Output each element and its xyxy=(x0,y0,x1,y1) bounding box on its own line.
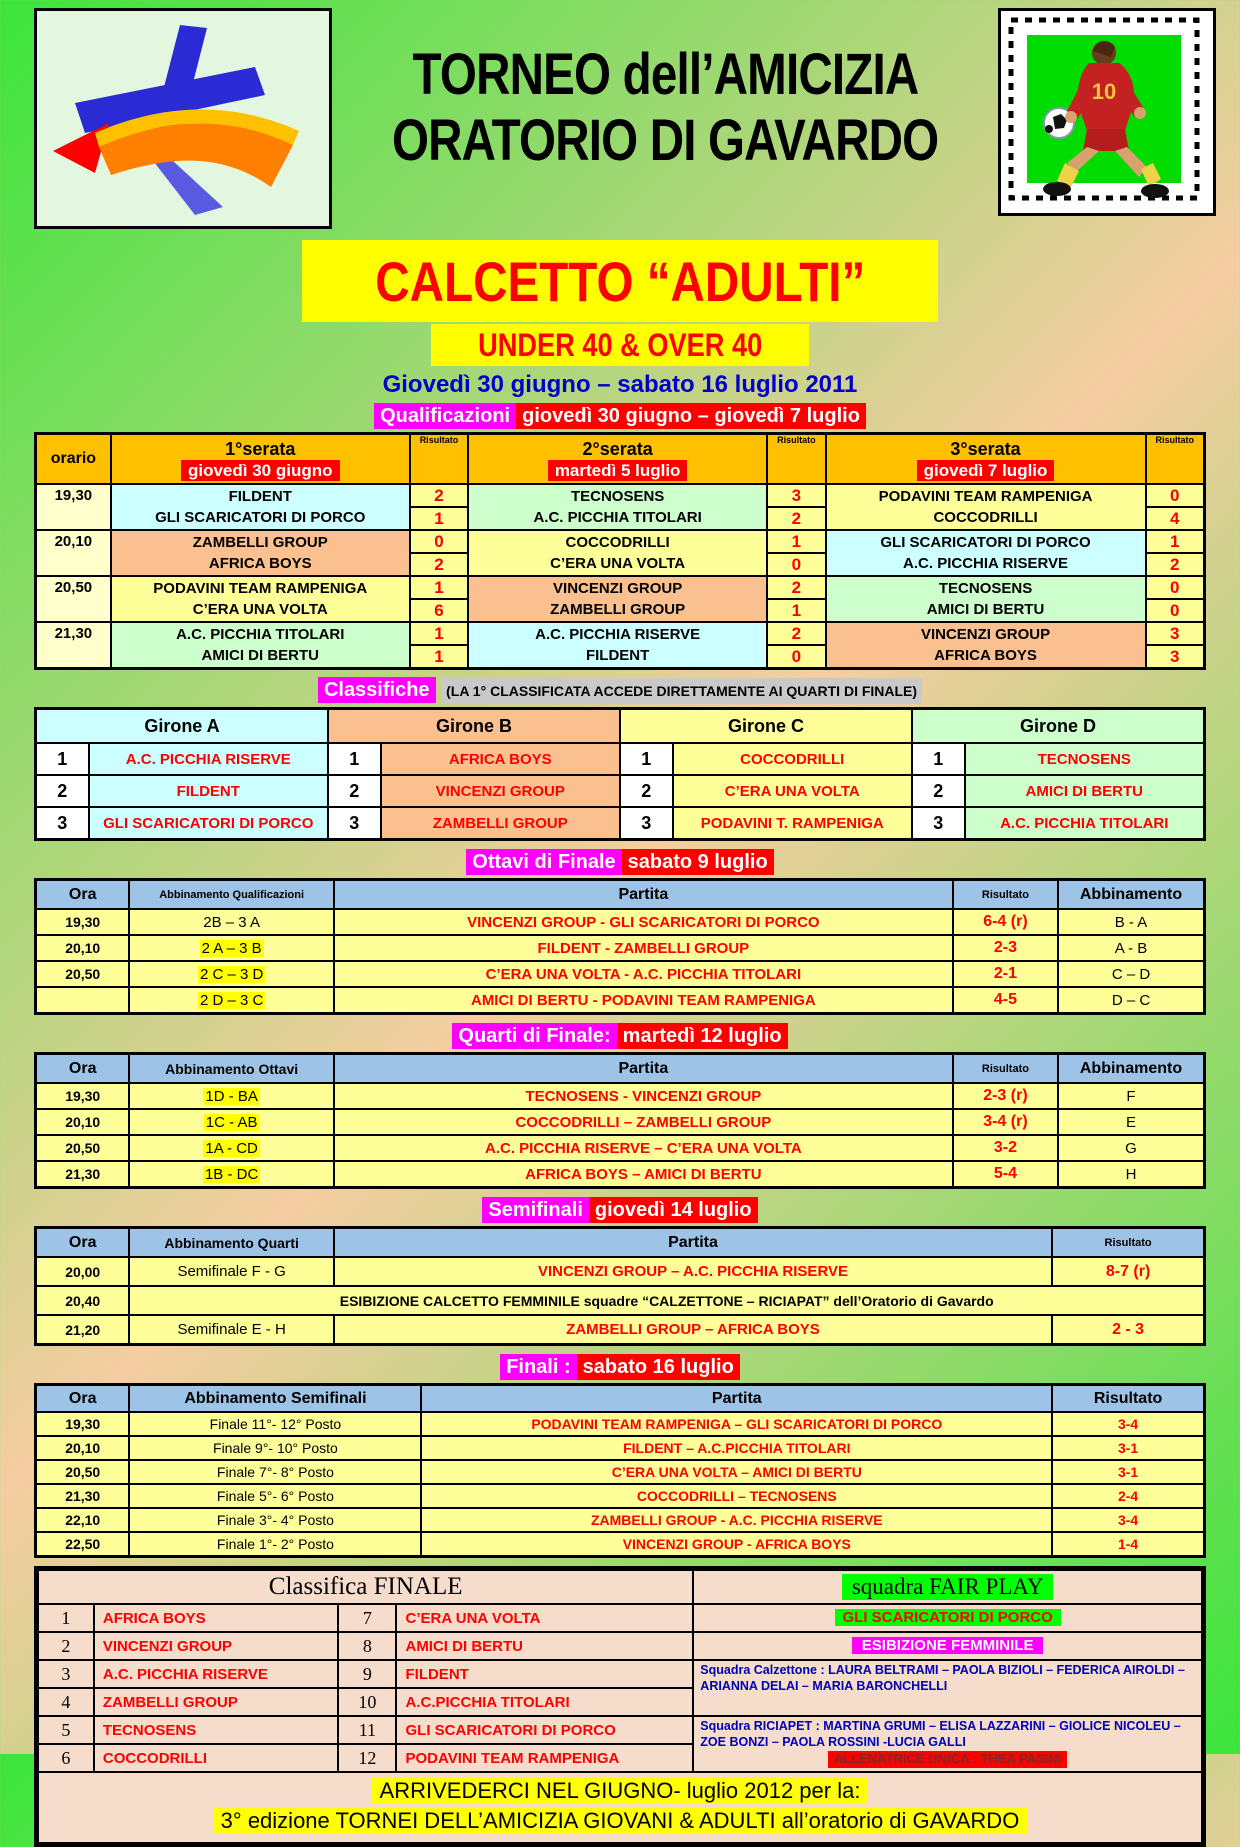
team: ZAMBELLI GROUP xyxy=(381,807,620,839)
match-cell: AMICI DI BERTU - PODAVINI TEAM RAMPENIGA xyxy=(334,987,953,1013)
col-ora: Ora xyxy=(36,1228,129,1257)
result-cell: 4-5 xyxy=(953,987,1058,1013)
footer-line-1: ARRIVEDERCI NEL GIUGNO- luglio 2012 per la: xyxy=(39,1777,1201,1807)
time-cell: 22,10 xyxy=(36,1508,129,1532)
team: A.C.PICCHIA TITOLARI xyxy=(396,1688,693,1716)
pairing-cell: Finale 9°- 10° Posto xyxy=(129,1436,421,1460)
time-cell: 20,00 xyxy=(36,1257,129,1286)
col-partita: Partita xyxy=(334,880,953,909)
rank: 2 xyxy=(328,775,381,807)
result-cell: 3-4 (r) xyxy=(953,1109,1058,1135)
match-teams: FILDENT GLI SCARICATORI DI PORCO xyxy=(111,484,410,530)
team: PODAVINI TEAM RAMPENIGA xyxy=(396,1744,693,1772)
match-cell: COCCODRILLI – TECNOSENS xyxy=(421,1484,1052,1508)
score-cell: 0 xyxy=(1146,484,1204,507)
col-ora: Ora xyxy=(36,1385,129,1412)
match-cell: FILDENT – A.C.PICCHIA TITOLARI xyxy=(421,1436,1052,1460)
team: FILDENT xyxy=(396,1660,693,1688)
team: COCCODRILLI xyxy=(673,743,912,775)
rank: 7 xyxy=(338,1604,396,1632)
qualificazioni-label: Qualificazioni giovedì 30 giugno – giovedì 7 luglio xyxy=(34,403,1206,429)
col-risultato: Risultato xyxy=(1146,434,1204,484)
pairing-cell: Finale 1°- 2° Posto xyxy=(129,1532,421,1556)
col-serata-2: 2°serata martedì 5 luglio xyxy=(468,434,767,484)
rank: 3 xyxy=(36,807,89,839)
result-cell: 2-1 xyxy=(953,961,1058,987)
col-serata-1: 1°serata giovedì 30 giugno xyxy=(111,434,410,484)
classifiche-table xyxy=(34,707,1206,841)
result-cell: 2-3 (r) xyxy=(953,1083,1058,1109)
team: A.C. PICCHIA RISERVE xyxy=(94,1660,338,1688)
match-cell: FILDENT - ZAMBELLI GROUP xyxy=(334,935,953,961)
classifica-finale-box xyxy=(34,1566,1206,1847)
score-cell: 1 xyxy=(410,576,468,599)
riciapet-names: Squadra RICIAPET : MARTINA GRUMI – ELISA LAZZARINI – GIOLICE NICOLEU – ZOE BONZI – PAOLA ROSSINI -LUCIA GALLI xyxy=(700,1719,1181,1749)
quarti-label: Quarti di Finale: martedì 12 luglio xyxy=(34,1023,1206,1049)
pairing-cell: Finale 3°- 4° Posto xyxy=(129,1508,421,1532)
rank: 2 xyxy=(912,775,965,807)
girone-a-header: Girone A xyxy=(36,709,328,743)
tournament-dates: Giovedì 30 giugno – sabato 16 luglio 2011 xyxy=(382,371,858,398)
score-cell: 1 xyxy=(767,599,825,622)
rank: 2 xyxy=(38,1632,94,1660)
score-cell: 1 xyxy=(410,645,468,668)
col-orario: orario xyxy=(36,434,111,484)
col-partita: Partita xyxy=(334,1228,1052,1257)
match-cell: C’ERA UNA VOLTA - A.C. PICCHIA TITOLARI xyxy=(334,961,953,987)
match-cell: A.C. PICCHIA RISERVE – C’ERA UNA VOLTA xyxy=(334,1135,953,1161)
match-cell: VINCENZI GROUP - AFRICA BOYS xyxy=(421,1532,1052,1556)
col-partita: Partita xyxy=(334,1054,953,1083)
match-teams: COCCODRILLI C’ERA UNA VOLTA xyxy=(468,530,767,576)
rank: 4 xyxy=(38,1688,94,1716)
rank: 6 xyxy=(38,1744,94,1772)
match-cell: TECNOSENS - VINCENZI GROUP xyxy=(334,1083,953,1109)
pairing-cell: 2 A – 3 B xyxy=(129,935,333,961)
result-cell: 3-4 xyxy=(1052,1508,1204,1532)
footer xyxy=(38,1772,1202,1843)
time-cell: 20,10 xyxy=(36,935,129,961)
match-cell: AFRICA BOYS – AMICI DI BERTU xyxy=(334,1161,953,1187)
score-cell: 0 xyxy=(1146,576,1204,599)
rank: 1 xyxy=(38,1604,94,1632)
match-teams: A.C. PICCHIA TITOLARI AMICI DI BERTU xyxy=(111,622,410,668)
time-cell: 20,10 xyxy=(36,1436,129,1460)
letters-cell: H xyxy=(1058,1161,1204,1187)
time-cell: 22,50 xyxy=(36,1532,129,1556)
rank: 5 xyxy=(38,1716,94,1744)
match-teams: PODAVINI TEAM RAMPENIGA COCCODRILLI xyxy=(826,484,1146,530)
match-teams: TECNOSENS AMICI DI BERTU xyxy=(826,576,1146,622)
team: FILDENT xyxy=(89,775,328,807)
team: A.C. PICCHIA RISERVE xyxy=(89,743,328,775)
girone-d-header: Girone D xyxy=(912,709,1204,743)
header xyxy=(34,8,1206,236)
team: TECNOSENS xyxy=(965,743,1205,775)
pairing-cell: Finale 11°- 12° Posto xyxy=(129,1412,421,1436)
team: TECNOSENS xyxy=(94,1716,338,1744)
pairing-cell: 1C - AB xyxy=(129,1109,333,1135)
result-cell: 8-7 (r) xyxy=(1052,1257,1204,1286)
result-cell: 1-4 xyxy=(1052,1532,1204,1556)
match-cell: C’ERA UNA VOLTA – AMICI DI BERTU xyxy=(421,1460,1052,1484)
finali-table xyxy=(34,1383,1206,1558)
col-abbinamento: Abbinamento Ottavi xyxy=(129,1054,333,1083)
team: AFRICA BOYS xyxy=(94,1604,338,1632)
match-teams: GLI SCARICATORI DI PORCO A.C. PICCHIA RISERVE xyxy=(826,530,1146,576)
match-teams: TECNOSENS A.C. PICCHIA TITOLARI xyxy=(468,484,767,530)
col-risultato: Risultato xyxy=(410,434,468,484)
letters-cell: F xyxy=(1058,1083,1204,1109)
match-cell: VINCENZI GROUP – A.C. PICCHIA RISERVE xyxy=(334,1257,1052,1286)
score-cell: 3 xyxy=(1146,622,1204,645)
team: PODAVINI T. RAMPENIGA xyxy=(673,807,912,839)
match-cell: PODAVINI TEAM RAMPENIGA – GLI SCARICATORI DI PORCO xyxy=(421,1412,1052,1436)
rank: 11 xyxy=(338,1716,396,1744)
col-abbinamento: Abbinamento Quarti xyxy=(129,1228,333,1257)
time-cell: 21,30 xyxy=(36,1484,129,1508)
col-risultato: Risultato xyxy=(953,880,1058,909)
pairing-cell: 2 D – 3 C xyxy=(129,987,333,1013)
quarti-table xyxy=(34,1052,1206,1189)
match-teams: ZAMBELLI GROUP AFRICA BOYS xyxy=(111,530,410,576)
fairplay-team: GLI SCARICATORI DI PORCO xyxy=(693,1604,1202,1632)
classifiche-label: Classifiche (LA 1° CLASSIFICATA ACCEDE DIRETTAMENTE AI QUARTI DI FINALE) xyxy=(34,677,1206,704)
title-line-2: ORATORIO DI GAVARDO xyxy=(391,108,939,173)
col-risultato: Risultato xyxy=(1052,1385,1204,1412)
score-cell: 2 xyxy=(1146,553,1204,576)
col-ora: Ora xyxy=(36,880,129,909)
score-cell: 0 xyxy=(1146,599,1204,622)
rank: 1 xyxy=(328,743,381,775)
score-cell: 2 xyxy=(767,576,825,599)
col-serata-3: 3°serata giovedì 7 luglio xyxy=(826,434,1146,484)
time-cell: 19,30 xyxy=(36,1083,129,1109)
score-cell: 1 xyxy=(410,622,468,645)
rank: 12 xyxy=(338,1744,396,1772)
banner xyxy=(34,240,1206,366)
pairing-cell: 2B – 3 A xyxy=(129,909,333,935)
rank: 3 xyxy=(38,1660,94,1688)
match-cell: ZAMBELLI GROUP - A.C. PICCHIA RISERVE xyxy=(421,1508,1052,1532)
pairing-cell: 1D - BA xyxy=(129,1083,333,1109)
time-cell: 19,30 xyxy=(36,1412,129,1436)
result-cell: 5-4 xyxy=(953,1161,1058,1187)
match-teams: VINCENZI GROUP ZAMBELLI GROUP xyxy=(468,576,767,622)
score-cell: 1 xyxy=(410,507,468,530)
allenatrice-line: ALLENATRICE UNICA : THEA PASINI xyxy=(700,1751,1195,1768)
letters-cell: B - A xyxy=(1058,909,1204,935)
time-cell: 20,50 xyxy=(36,1135,129,1161)
esibizione-femminile-label: ESIBIZIONE FEMMINILE xyxy=(693,1632,1202,1660)
col-abbinamento: Abbinamento Semifinali xyxy=(129,1385,421,1412)
girone-c-header: Girone C xyxy=(620,709,912,743)
time-cell: 21,20 xyxy=(36,1315,129,1344)
team: GLI SCARICATORI DI PORCO xyxy=(396,1716,693,1744)
match-cell: COCCODRILLI – ZAMBELLI GROUP xyxy=(334,1109,953,1135)
team: A.C. PICCHIA TITOLARI xyxy=(965,807,1205,839)
squadra-calzettone: Squadra Calzettone : LAURA BELTRAMI – PAOLA BIZIOLI – FEDERICA AIROLDI – ARIANNA DELAI – MARIA BARONCHELLI xyxy=(693,1660,1202,1716)
finali-label: Finali : sabato 16 luglio xyxy=(34,1354,1206,1380)
pairing-cell: Semifinale F - G xyxy=(129,1257,333,1286)
girone-b-header: Girone B xyxy=(328,709,620,743)
semifinali-label: Semifinali giovedì 14 luglio xyxy=(34,1197,1206,1223)
time-cell: 20,10 xyxy=(36,1109,129,1135)
classifica-finale-title: Classifica FINALE xyxy=(38,1570,693,1604)
footer-line-2: 3° edizione TORNEI DELL’AMICIZIA GIOVANI & ADULTI all’oratorio di GAVARDO xyxy=(39,1807,1201,1837)
team: GLI SCARICATORI DI PORCO xyxy=(89,807,328,839)
team: C’ERA UNA VOLTA xyxy=(396,1604,693,1632)
time-cell: 19,30 xyxy=(36,909,129,935)
result-cell: 2-3 xyxy=(953,935,1058,961)
pairing-cell: 1B - DC xyxy=(129,1161,333,1187)
score-cell: 2 xyxy=(410,484,468,507)
team: COCCODRILLI xyxy=(94,1744,338,1772)
pairing-cell: Finale 7°- 8° Posto xyxy=(129,1460,421,1484)
score-cell: 1 xyxy=(767,530,825,553)
result-cell: 3-4 xyxy=(1052,1412,1204,1436)
result-cell: 3-2 xyxy=(953,1135,1058,1161)
match-teams: PODAVINI TEAM RAMPENIGA C’ERA UNA VOLTA xyxy=(111,576,410,622)
result-cell: 6-4 (r) xyxy=(953,909,1058,935)
letters-cell: G xyxy=(1058,1135,1204,1161)
time-cell: 20,50 xyxy=(36,576,111,622)
rank: 1 xyxy=(912,743,965,775)
pairing-cell: 2 C – 3 D xyxy=(129,961,333,987)
qualificazioni-table xyxy=(34,432,1206,670)
time-cell: 21,30 xyxy=(36,622,111,668)
time-cell: 20,50 xyxy=(36,1460,129,1484)
score-cell: 4 xyxy=(1146,507,1204,530)
score-cell: 0 xyxy=(767,553,825,576)
oratorio-cross-logo-icon xyxy=(34,8,332,229)
col-abbinamento: Abbinamento Qualificazioni xyxy=(129,880,333,909)
score-cell: 3 xyxy=(767,484,825,507)
ottavi-label: Ottavi di Finale sabato 9 luglio xyxy=(34,849,1206,875)
score-cell: 0 xyxy=(767,645,825,668)
col-risultato: Risultato xyxy=(953,1054,1058,1083)
col-abbinamento2: Abbinamento xyxy=(1058,880,1204,909)
result-cell: 2-4 xyxy=(1052,1484,1204,1508)
score-cell: 2 xyxy=(767,622,825,645)
result-cell: 3-1 xyxy=(1052,1436,1204,1460)
ottavi-table xyxy=(34,878,1206,1015)
match-teams: A.C. PICCHIA RISERVE FILDENT xyxy=(468,622,767,668)
team: VINCENZI GROUP xyxy=(381,775,620,807)
rank: 9 xyxy=(338,1660,396,1688)
semifinali-table xyxy=(34,1226,1206,1346)
rank: 8 xyxy=(338,1632,396,1660)
exhibition-row: ESIBIZIONE CALCETTO FEMMINILE squadre “CALZETTONE – RICIAPAT” dell’Oratorio di Gavardo xyxy=(129,1286,1204,1315)
rank: 1 xyxy=(620,743,673,775)
score-cell: 3 xyxy=(1146,645,1204,668)
letters-cell: E xyxy=(1058,1109,1204,1135)
rank: 1 xyxy=(36,743,89,775)
match-cell: ZAMBELLI GROUP – AFRICA BOYS xyxy=(334,1315,1052,1344)
banner-subtitle: UNDER 40 & OVER 40 xyxy=(431,324,809,366)
score-cell: 2 xyxy=(767,507,825,530)
rank: 3 xyxy=(328,807,381,839)
time-cell: 21,30 xyxy=(36,1161,129,1187)
team: AMICI DI BERTU xyxy=(396,1632,693,1660)
letters-cell: A - B xyxy=(1058,935,1204,961)
banner-title: CALCETTO “ADULTI” xyxy=(302,240,939,322)
team: VINCENZI GROUP xyxy=(94,1632,338,1660)
col-partita: Partita xyxy=(421,1385,1052,1412)
team: AFRICA BOYS xyxy=(381,743,620,775)
team: AMICI DI BERTU xyxy=(965,775,1205,807)
pairing-cell: Finale 5°- 6° Posto xyxy=(129,1484,421,1508)
rank: 3 xyxy=(620,807,673,839)
time-cell: 20,40 xyxy=(36,1286,129,1315)
time-cell: 20,50 xyxy=(36,961,129,987)
result-cell: 3-1 xyxy=(1052,1460,1204,1484)
title-line-1: TORNEO dell’AMICIZIA xyxy=(412,42,919,107)
rank: 2 xyxy=(36,775,89,807)
time-cell: 19,30 xyxy=(36,484,111,530)
col-risultato: Risultato xyxy=(1052,1228,1204,1257)
svg-text:10: 10 xyxy=(1092,79,1117,104)
team: C’ERA UNA VOLTA xyxy=(673,775,912,807)
score-cell: 0 xyxy=(410,530,468,553)
rank: 2 xyxy=(620,775,673,807)
letters-cell: C – D xyxy=(1058,961,1204,987)
match-cell: VINCENZI GROUP - GLI SCARICATORI DI PORCO xyxy=(334,909,953,935)
pairing-cell: 1A - CD xyxy=(129,1135,333,1161)
col-risultato: Risultato xyxy=(767,434,825,484)
match-teams: VINCENZI GROUP AFRICA BOYS xyxy=(826,622,1146,668)
rank: 10 xyxy=(338,1688,396,1716)
rank: 3 xyxy=(912,807,965,839)
letters-cell: D – C xyxy=(1058,987,1204,1013)
footballer-stamp-icon xyxy=(998,8,1216,216)
score-cell: 2 xyxy=(410,553,468,576)
pairing-cell: Semifinale E - H xyxy=(129,1315,333,1344)
score-cell: 6 xyxy=(410,599,468,622)
col-ora: Ora xyxy=(36,1054,129,1083)
time-cell xyxy=(36,987,129,1013)
score-cell: 1 xyxy=(1146,530,1204,553)
result-cell: 2 - 3 xyxy=(1052,1315,1204,1344)
team: ZAMBELLI GROUP xyxy=(94,1688,338,1716)
fairplay-title: squadra FAIR PLAY xyxy=(693,1570,1202,1604)
time-cell: 20,10 xyxy=(36,530,111,576)
squadra-riciapet xyxy=(693,1716,1202,1772)
poster-title xyxy=(332,8,998,174)
col-abbinamento2: Abbinamento xyxy=(1058,1054,1204,1083)
